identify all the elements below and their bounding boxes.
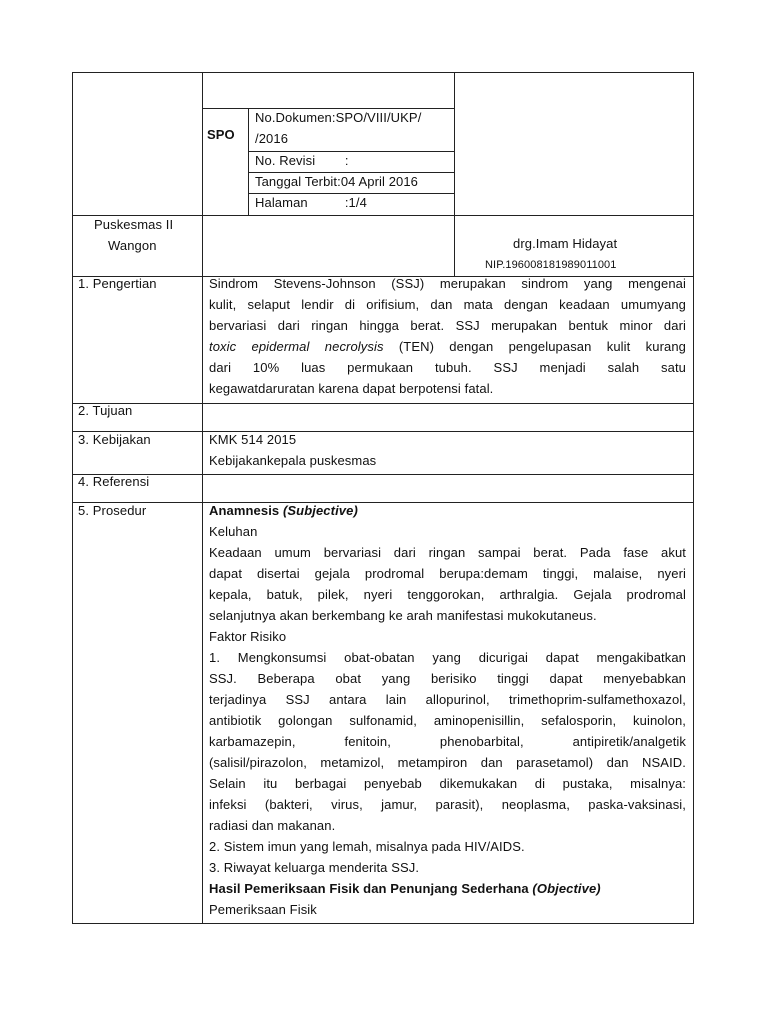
organization-location: Wangon (108, 238, 157, 253)
pengertian-italic-term: toxic epidermal necrolysis (209, 339, 384, 354)
pengertian-line: kulit, selaput lendir di orifisium, dan mata dengan keadaan umumyang (209, 297, 686, 312)
signatory-nip: NIP.196008181989011001 (485, 259, 617, 271)
row-line-referensi (72, 474, 694, 475)
document-number: No.Dokumen:SPO/VIII/UKP/ (255, 110, 422, 125)
pemeriksaan-fisik-heading: Pemeriksaan Fisik (209, 902, 317, 917)
anamnesis-subtitle: (Subjective) (282, 503, 358, 518)
revision-number: No. Revisi : (255, 153, 349, 168)
header-col-divider-2 (454, 72, 455, 276)
pengertian-line-rest: (TEN) dengan pengelupasan kulit kurang (383, 339, 686, 354)
keluhan-line: selanjutnya akan berkembang ke arah manifestasi mukokutaneus. (209, 608, 597, 623)
signatory-name: drg.Imam Hidayat (513, 236, 618, 251)
header-row-line-2 (248, 151, 455, 152)
header-col-divider-1 (202, 72, 203, 924)
prosedur-text (209, 500, 686, 920)
faktor-line: (salisil/pirazolon, metamizol, metampiron dan parasetamol) dan NSAID. (209, 755, 686, 770)
anamnesis-heading (209, 500, 686, 521)
hasil-heading (209, 878, 686, 899)
section-label-referensi: 4. Referensi (78, 474, 150, 489)
faktor-line: 1. Mengkonsumsi obat-obatan yang dicurigai dapat mengakibatkan (209, 650, 686, 665)
header-row-line-1 (202, 108, 455, 109)
faktor-line: karbamazepin, fenitoin, phenobarbital, antipiretik/analgetik (209, 734, 686, 749)
document-number-cont: /2016 (255, 131, 289, 146)
row-line-kebijakan (72, 431, 694, 432)
section-label-tujuan: 2. Tujuan (78, 403, 133, 418)
faktor-line: terjadinya SSJ antara lain allopurinol, trimethoprim-sulfamethoxazol, (209, 692, 686, 707)
keluhan-line: kepala, batuk, pilek, nyeri tenggorokan, arthralgia. Gejala prodromal (209, 587, 686, 602)
header-row-line-4 (248, 193, 455, 194)
anamnesis-title: Anamnesis (209, 503, 283, 518)
keluhan-heading: Keluhan (209, 524, 258, 539)
row-line-tujuan (72, 403, 694, 404)
pengertian-line (209, 336, 686, 357)
kebijakan-line: KMK 514 2015 (209, 432, 297, 447)
section-label-prosedur: 5. Prosedur (78, 503, 147, 518)
organization-name: Puskesmas II (94, 217, 174, 232)
spo-label: SPO (207, 127, 235, 142)
spo-col-divider (248, 108, 249, 215)
hasil-subtitle: (Objective) (532, 881, 601, 896)
hasil-title: Hasil Pemeriksaan Fisik dan Penunjang Sederhana (209, 881, 533, 896)
faktor-line: antibiotik golongan sulfonamid, aminopenisillin, sefalosporin, kuinolon, (209, 713, 686, 728)
faktor-risiko-heading: Faktor Risiko (209, 629, 287, 644)
pengertian-line: Sindrom Stevens-Johnson (SSJ) merupakan sindrom yang mengenai (209, 276, 686, 291)
header-row-line-3 (248, 172, 455, 173)
table-border-right (693, 72, 694, 924)
keluhan-line: dapat disertai gejala prodromal berupa:demam tinggi, malaise, nyeri (209, 566, 686, 581)
faktor-line: 3. Riwayat keluarga menderita SSJ. (209, 860, 420, 875)
faktor-line: radiasi dan makanan. (209, 818, 336, 833)
table-border-top (72, 72, 694, 73)
pengertian-line: kegawatdaruratan karena dapat berpotensi fatal. (209, 381, 494, 396)
section-label-pengertian: 1. Pengertian (78, 276, 157, 291)
header-row-line-5 (72, 215, 694, 216)
faktor-line: Selain itu berbagai penyebab dikemukakan di pustaka, misalnya: (209, 776, 686, 791)
pengertian-line: bervariasi dari ringan hingga berat. SSJ merupakan bentuk minor dari (209, 318, 686, 333)
table-border-left (72, 72, 73, 924)
pengertian-text (209, 273, 686, 399)
keluhan-line: Keadaan umum bervariasi dari ringan sampai berat. Pada fase akut (209, 545, 686, 560)
faktor-line: infeksi (bakteri, virus, jamur, parasit), neoplasma, paska-vaksinasi, (209, 797, 686, 812)
faktor-line: 2. Sistem imun yang lemah, misalnya pada HIV/AIDS. (209, 839, 525, 854)
pengertian-line: dari 10% luas permukaan tubuh. SSJ menjadi salah satu (209, 360, 686, 375)
section-label-kebijakan: 3. Kebijakan (78, 432, 151, 447)
page-number: Halaman :1/4 (255, 195, 367, 210)
faktor-line: SSJ. Beberapa obat yang berisiko tinggi dapat menyebabkan (209, 671, 686, 686)
kebijakan-line: Kebijakankepala puskesmas (209, 453, 377, 468)
table-border-bottom (72, 923, 694, 924)
issue-date: Tanggal Terbit:04 April 2016 (255, 174, 419, 189)
